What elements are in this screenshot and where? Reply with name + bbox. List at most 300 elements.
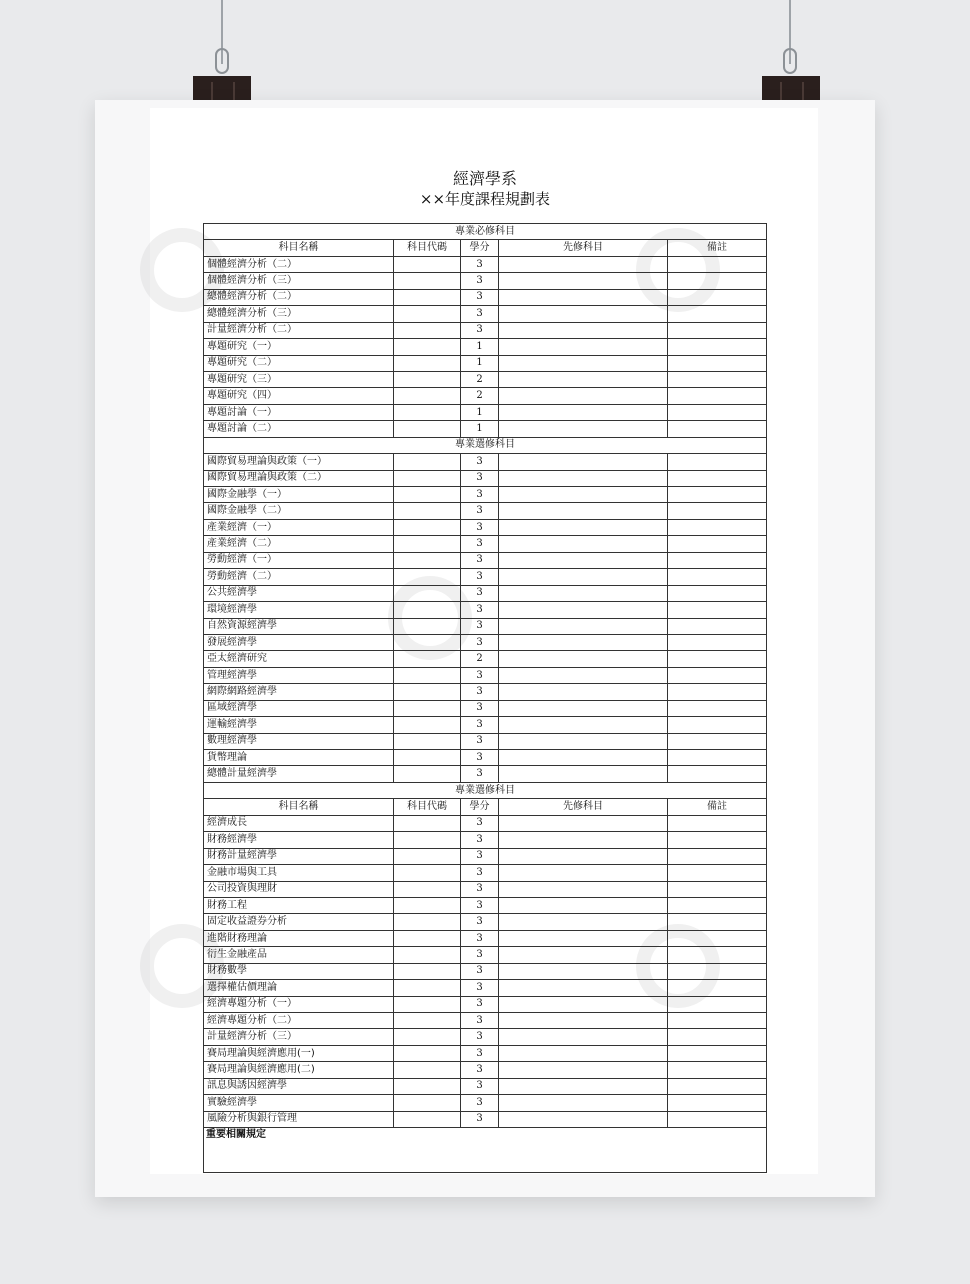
course-credit: 3 <box>461 832 499 848</box>
course-code <box>394 355 461 371</box>
course-code <box>394 897 461 913</box>
course-name: 個體經濟分析（二） <box>204 256 394 272</box>
course-remark <box>668 454 767 470</box>
course-name: 勞動經濟（二） <box>204 569 394 585</box>
course-code <box>394 569 461 585</box>
table-row <box>204 1078 767 1094</box>
course-remark <box>668 684 767 700</box>
course-credit: 1 <box>461 421 499 437</box>
course-name: 國際金融學（二） <box>204 503 394 519</box>
course-remark <box>668 322 767 338</box>
table-row <box>204 1045 767 1061</box>
col-header-credit: 學分 <box>461 240 499 256</box>
course-code <box>394 947 461 963</box>
course-prereq <box>499 750 668 766</box>
course-remark <box>668 1029 767 1045</box>
table-row <box>204 832 767 848</box>
course-code <box>394 700 461 716</box>
course-code <box>394 832 461 848</box>
course-credit: 3 <box>461 914 499 930</box>
table-row <box>204 322 767 338</box>
col-header-remark: 備註 <box>668 240 767 256</box>
table-row <box>204 388 767 404</box>
document-subtitle: ××年度課程規劃表 <box>419 190 551 208</box>
course-name: 選擇權估價理論 <box>204 980 394 996</box>
table-row <box>204 947 767 963</box>
course-prereq <box>499 602 668 618</box>
course-code <box>394 930 461 946</box>
course-remark <box>668 996 767 1012</box>
course-name: 經濟成長 <box>204 815 394 831</box>
course-name: 總體經濟分析（三） <box>204 306 394 322</box>
course-prereq <box>499 1013 668 1029</box>
course-name: 國際金融學（一） <box>204 487 394 503</box>
table-row <box>204 1029 767 1045</box>
course-remark <box>668 930 767 946</box>
course-credit: 3 <box>461 256 499 272</box>
table-row <box>204 289 767 305</box>
course-name: 財務數學 <box>204 963 394 979</box>
course-code <box>394 1062 461 1078</box>
table-row <box>204 404 767 420</box>
course-prereq <box>499 980 668 996</box>
course-prereq <box>499 996 668 1012</box>
course-prereq <box>499 536 668 552</box>
course-credit: 3 <box>461 1095 499 1111</box>
course-remark <box>668 585 767 601</box>
course-plan-table <box>203 223 767 1173</box>
course-remark <box>668 766 767 782</box>
course-prereq <box>499 832 668 848</box>
section-title: 專業選修科目 <box>204 437 767 453</box>
course-code <box>394 273 461 289</box>
column-header-row <box>204 799 767 815</box>
course-credit: 3 <box>461 487 499 503</box>
course-code <box>394 339 461 355</box>
course-remark <box>668 289 767 305</box>
course-prereq <box>499 1111 668 1127</box>
table-row <box>204 470 767 486</box>
course-code <box>394 1013 461 1029</box>
course-remark <box>668 273 767 289</box>
course-name: 固定收益證券分析 <box>204 914 394 930</box>
course-code <box>394 651 461 667</box>
course-credit: 3 <box>461 750 499 766</box>
course-credit: 3 <box>461 585 499 601</box>
course-remark <box>668 1062 767 1078</box>
course-prereq <box>499 963 668 979</box>
course-name: 網際網路經濟學 <box>204 684 394 700</box>
table-row <box>204 815 767 831</box>
section-title: 專業選修科目 <box>204 782 767 798</box>
course-credit: 3 <box>461 717 499 733</box>
course-remark <box>668 717 767 733</box>
course-remark <box>668 503 767 519</box>
course-credit: 3 <box>461 963 499 979</box>
course-name: 賽局理論與經濟應用(二) <box>204 1062 394 1078</box>
course-code <box>394 684 461 700</box>
course-credit: 3 <box>461 618 499 634</box>
course-credit: 2 <box>461 651 499 667</box>
section-title: 專業必修科目 <box>204 224 767 240</box>
course-prereq <box>499 618 668 634</box>
course-credit: 3 <box>461 552 499 568</box>
course-code <box>394 1078 461 1094</box>
course-name: 個體經濟分析（三） <box>204 273 394 289</box>
course-credit: 3 <box>461 733 499 749</box>
course-credit: 1 <box>461 355 499 371</box>
course-credit: 3 <box>461 881 499 897</box>
course-credit: 3 <box>461 667 499 683</box>
course-name: 計量經濟分析（三） <box>204 1029 394 1045</box>
course-name: 財務經濟學 <box>204 832 394 848</box>
course-prereq <box>499 273 668 289</box>
course-credit: 3 <box>461 700 499 716</box>
col-header-prereq: 先修科目 <box>499 240 668 256</box>
course-remark <box>668 651 767 667</box>
course-prereq <box>499 815 668 831</box>
course-remark <box>668 1111 767 1127</box>
course-name: 數理經濟學 <box>204 733 394 749</box>
course-name: 進階財務理論 <box>204 930 394 946</box>
course-prereq <box>499 651 668 667</box>
course-code <box>394 766 461 782</box>
course-remark <box>668 388 767 404</box>
course-prereq <box>499 667 668 683</box>
table-row <box>204 897 767 913</box>
col-header-credit: 學分 <box>461 799 499 815</box>
course-code <box>394 815 461 831</box>
course-name: 專題研究（二） <box>204 355 394 371</box>
course-remark <box>668 700 767 716</box>
course-name: 國際貿易理論與政策（二） <box>204 470 394 486</box>
table-row <box>204 421 767 437</box>
course-credit: 2 <box>461 371 499 387</box>
course-code <box>394 733 461 749</box>
table-row <box>204 256 767 272</box>
course-prereq <box>499 914 668 930</box>
section-header-row <box>204 782 767 798</box>
course-remark <box>668 339 767 355</box>
course-name: 風險分析與銀行管理 <box>204 1111 394 1127</box>
course-remark <box>668 881 767 897</box>
section-header-row <box>204 224 767 240</box>
course-credit: 3 <box>461 1078 499 1094</box>
course-prereq <box>499 404 668 420</box>
course-prereq <box>499 1045 668 1061</box>
course-prereq <box>499 470 668 486</box>
table-row <box>204 634 767 650</box>
course-code <box>394 1095 461 1111</box>
table-row <box>204 996 767 1012</box>
course-code <box>394 470 461 486</box>
course-credit: 3 <box>461 569 499 585</box>
course-credit: 3 <box>461 634 499 650</box>
course-prereq <box>499 766 668 782</box>
course-code <box>394 1045 461 1061</box>
table-row <box>204 306 767 322</box>
course-code <box>394 618 461 634</box>
course-name: 總體經濟分析（二） <box>204 289 394 305</box>
course-code <box>394 881 461 897</box>
course-prereq <box>499 897 668 913</box>
course-name: 公共經濟學 <box>204 585 394 601</box>
course-code <box>394 388 461 404</box>
course-prereq <box>499 717 668 733</box>
course-prereq <box>499 503 668 519</box>
course-name: 經濟專題分析（二） <box>204 1013 394 1029</box>
course-remark <box>668 470 767 486</box>
course-remark <box>668 914 767 930</box>
course-code <box>394 1029 461 1045</box>
course-remark <box>668 750 767 766</box>
course-credit: 3 <box>461 289 499 305</box>
course-remark <box>668 552 767 568</box>
course-name: 公司投資與理財 <box>204 881 394 897</box>
course-remark <box>668 1013 767 1029</box>
table-row <box>204 881 767 897</box>
table-row <box>204 339 767 355</box>
table-row <box>204 371 767 387</box>
table-row <box>204 585 767 601</box>
course-prereq <box>499 306 668 322</box>
course-credit: 3 <box>461 980 499 996</box>
course-prereq <box>499 684 668 700</box>
course-prereq <box>499 421 668 437</box>
course-remark <box>668 963 767 979</box>
course-credit: 3 <box>461 815 499 831</box>
course-name: 賽局理論與經濟應用(一) <box>204 1045 394 1061</box>
column-header-row <box>204 240 767 256</box>
course-prereq <box>499 552 668 568</box>
table-row <box>204 766 767 782</box>
course-code <box>394 717 461 733</box>
course-code <box>394 634 461 650</box>
course-code <box>394 602 461 618</box>
course-prereq <box>499 1078 668 1094</box>
course-credit: 3 <box>461 322 499 338</box>
course-remark <box>668 602 767 618</box>
notes-title: 重要相關規定 <box>204 1128 767 1173</box>
course-code <box>394 914 461 930</box>
col-header-code: 科目代碼 <box>394 799 461 815</box>
table-row <box>204 487 767 503</box>
course-remark <box>668 306 767 322</box>
course-name: 管理經濟學 <box>204 667 394 683</box>
course-name: 財務計量經濟學 <box>204 848 394 864</box>
col-header-prereq: 先修科目 <box>499 799 668 815</box>
course-remark <box>668 256 767 272</box>
course-prereq <box>499 339 668 355</box>
course-code <box>394 750 461 766</box>
course-remark <box>668 848 767 864</box>
course-credit: 3 <box>461 306 499 322</box>
course-code <box>394 503 461 519</box>
course-name: 勞動經濟（一） <box>204 552 394 568</box>
course-code <box>394 865 461 881</box>
table-row <box>204 273 767 289</box>
course-prereq <box>499 700 668 716</box>
table-row <box>204 552 767 568</box>
notes-row <box>204 1128 767 1173</box>
table-row <box>204 667 767 683</box>
course-name: 專題討論（二） <box>204 421 394 437</box>
course-credit: 3 <box>461 1111 499 1127</box>
course-remark <box>668 569 767 585</box>
course-credit: 3 <box>461 1045 499 1061</box>
course-credit: 3 <box>461 1029 499 1045</box>
course-credit: 2 <box>461 388 499 404</box>
section-header-row <box>204 437 767 453</box>
course-remark <box>668 371 767 387</box>
course-credit: 3 <box>461 536 499 552</box>
course-name: 經濟專題分析（一） <box>204 996 394 1012</box>
course-name: 計量經濟分析（二） <box>204 322 394 338</box>
course-remark <box>668 815 767 831</box>
course-credit: 3 <box>461 1062 499 1078</box>
course-credit: 3 <box>461 996 499 1012</box>
table-row <box>204 536 767 552</box>
course-remark <box>668 865 767 881</box>
course-code <box>394 963 461 979</box>
course-prereq <box>499 256 668 272</box>
course-remark <box>668 355 767 371</box>
course-credit: 3 <box>461 947 499 963</box>
table-row <box>204 454 767 470</box>
course-remark <box>668 618 767 634</box>
course-name: 發展經濟學 <box>204 634 394 650</box>
table-row <box>204 684 767 700</box>
course-remark <box>668 1095 767 1111</box>
course-remark <box>668 519 767 535</box>
course-name: 貨幣理論 <box>204 750 394 766</box>
course-name: 財務工程 <box>204 897 394 913</box>
course-credit: 3 <box>461 865 499 881</box>
table-row <box>204 1095 767 1111</box>
course-code <box>394 256 461 272</box>
course-code <box>394 848 461 864</box>
course-prereq <box>499 634 668 650</box>
course-credit: 3 <box>461 503 499 519</box>
course-remark <box>668 832 767 848</box>
table-row <box>204 865 767 881</box>
table-row <box>204 651 767 667</box>
table-row <box>204 355 767 371</box>
table-row <box>204 717 767 733</box>
table-row <box>204 1062 767 1078</box>
table-row <box>204 1111 767 1127</box>
table-row <box>204 914 767 930</box>
course-prereq <box>499 454 668 470</box>
course-name: 專題研究（三） <box>204 371 394 387</box>
course-name: 產業經濟（一） <box>204 519 394 535</box>
course-code <box>394 454 461 470</box>
course-name: 自然資源經濟學 <box>204 618 394 634</box>
course-code <box>394 306 461 322</box>
course-credit: 3 <box>461 519 499 535</box>
document-title: 經濟學系 <box>452 169 517 188</box>
table-row <box>204 1013 767 1029</box>
col-header-remark: 備註 <box>668 799 767 815</box>
course-prereq <box>499 1095 668 1111</box>
course-name: 國際貿易理論與政策（一） <box>204 454 394 470</box>
course-code <box>394 289 461 305</box>
course-code <box>394 371 461 387</box>
course-prereq <box>499 487 668 503</box>
course-prereq <box>499 1062 668 1078</box>
course-code <box>394 421 461 437</box>
course-remark <box>668 487 767 503</box>
course-credit: 3 <box>461 1013 499 1029</box>
course-credit: 3 <box>461 930 499 946</box>
course-prereq <box>499 848 668 864</box>
course-name: 訊息與誘因經濟學 <box>204 1078 394 1094</box>
course-name: 衍生金融產品 <box>204 947 394 963</box>
course-prereq <box>499 355 668 371</box>
course-credit: 3 <box>461 602 499 618</box>
table-row <box>204 750 767 766</box>
course-code <box>394 1111 461 1127</box>
course-code <box>394 519 461 535</box>
course-credit: 3 <box>461 848 499 864</box>
course-name: 區域經濟學 <box>204 700 394 716</box>
course-prereq <box>499 930 668 946</box>
course-remark <box>668 404 767 420</box>
course-prereq <box>499 881 668 897</box>
course-credit: 3 <box>461 470 499 486</box>
course-credit: 1 <box>461 404 499 420</box>
course-prereq <box>499 519 668 535</box>
course-prereq <box>499 1029 668 1045</box>
course-code <box>394 322 461 338</box>
course-prereq <box>499 322 668 338</box>
col-header-name: 科目名稱 <box>204 240 394 256</box>
course-remark <box>668 897 767 913</box>
course-code <box>394 585 461 601</box>
course-name: 運輸經濟學 <box>204 717 394 733</box>
course-credit: 3 <box>461 897 499 913</box>
course-remark <box>668 1045 767 1061</box>
course-name: 亞太經濟研究 <box>204 651 394 667</box>
course-remark <box>668 947 767 963</box>
course-prereq <box>499 733 668 749</box>
hanging-ring-left <box>215 48 229 74</box>
table-row <box>204 848 767 864</box>
col-header-name: 科目名稱 <box>204 799 394 815</box>
course-remark <box>668 421 767 437</box>
course-remark <box>668 634 767 650</box>
course-prereq <box>499 289 668 305</box>
course-prereq <box>499 371 668 387</box>
course-name: 專題討論（一） <box>204 404 394 420</box>
course-code <box>394 996 461 1012</box>
col-header-code: 科目代碼 <box>394 240 461 256</box>
course-credit: 3 <box>461 684 499 700</box>
course-name: 實驗經濟學 <box>204 1095 394 1111</box>
table-row <box>204 733 767 749</box>
course-prereq <box>499 388 668 404</box>
table-row <box>204 700 767 716</box>
course-prereq <box>499 865 668 881</box>
course-remark <box>668 980 767 996</box>
table-row <box>204 602 767 618</box>
course-prereq <box>499 947 668 963</box>
course-credit: 3 <box>461 766 499 782</box>
table-row <box>204 519 767 535</box>
course-code <box>394 667 461 683</box>
course-name: 總體計量經濟學 <box>204 766 394 782</box>
table-row <box>204 963 767 979</box>
